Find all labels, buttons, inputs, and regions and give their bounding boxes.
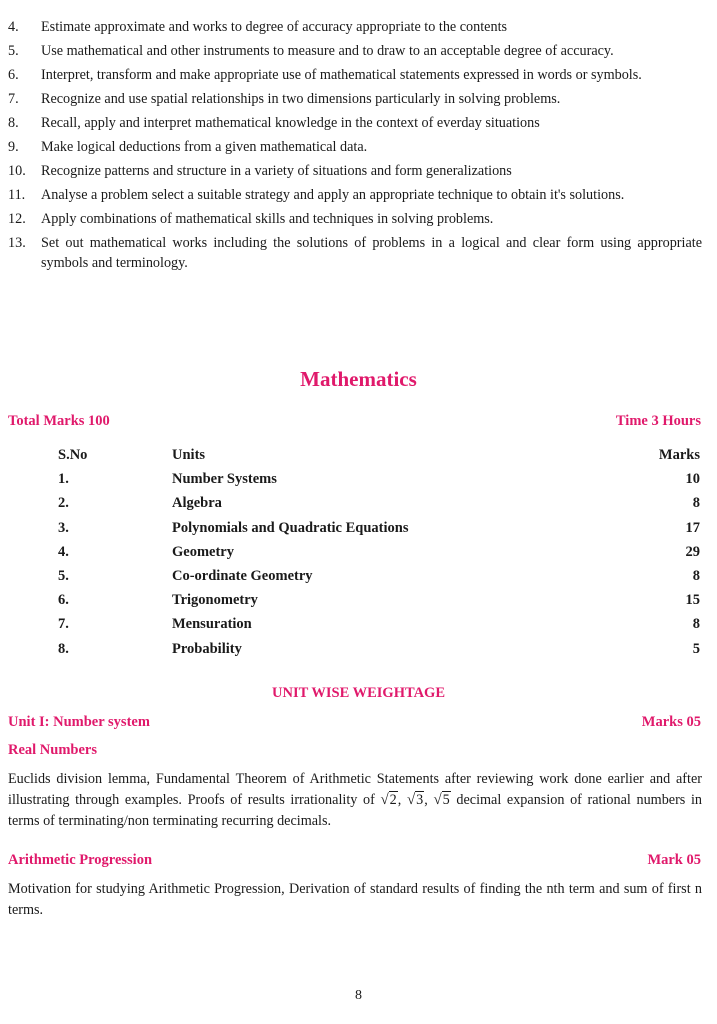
table-row: [58, 568, 700, 592]
item-number: 4.: [8, 19, 19, 35]
item-number: 6.: [8, 67, 19, 83]
radicand: 5: [442, 792, 450, 808]
item-number: 13.: [8, 235, 26, 251]
unit1-title: Unit I: Number system: [8, 714, 150, 730]
item-number: 11.: [8, 187, 26, 203]
cell-sno: 6.: [58, 592, 69, 609]
item-text: Make logical deductions from a given mathematical data.: [41, 139, 368, 155]
sqrt-5: [433, 790, 450, 811]
item-text: Estimate approximate and works to degree of accuracy appropriate to the contents: [41, 19, 508, 35]
cell-sno: 2.: [58, 495, 69, 512]
item-text: Recall, apply and interpret mathematical knowledge in the context of everday situations: [41, 115, 540, 131]
cell-sno: 3.: [58, 519, 69, 536]
total-marks: Total Marks 100: [8, 413, 110, 429]
table-row: [58, 520, 700, 544]
radical-symbol: √: [380, 792, 389, 808]
arithmetic-progression-heading: Arithmetic Progression: [8, 852, 153, 868]
table-row: [58, 592, 700, 616]
cell-unit: Probability: [172, 640, 242, 657]
item-text: Interpret, transform and make appropriate use of mathematical statements expressed in words or symbols.: [41, 67, 642, 83]
list-item: [8, 42, 702, 62]
header-marks: Marks: [658, 447, 700, 463]
list-item: [8, 210, 702, 230]
objectives-list: [8, 18, 702, 278]
units-table: [58, 447, 700, 665]
sqrt-2: [380, 790, 397, 811]
page-number: 8: [355, 988, 362, 1003]
list-item: [8, 114, 702, 134]
table-row: [58, 471, 700, 495]
unit1-marks: Marks 05: [641, 714, 701, 730]
cell-sno: 1.: [58, 471, 69, 488]
cell-unit: Mensuration: [172, 616, 252, 633]
cell-marks: 8: [692, 567, 700, 584]
cell-sno: 8.: [58, 640, 69, 657]
radicand: 3: [416, 792, 424, 808]
cell-marks: 17: [685, 519, 700, 536]
cell-unit: Trigonometry: [172, 592, 258, 609]
cell-sno: 4.: [58, 543, 69, 560]
real-numbers-text-end: decimal expansion of rational numbers in terms of terminating/non terminating recurring decimals.: [8, 792, 702, 829]
radical-symbol: √: [406, 792, 416, 808]
cell-sno: 5.: [58, 567, 69, 584]
item-text: Use mathematical and other instruments to measure and to draw to an acceptable degree of accuracy.: [41, 43, 614, 59]
cell-marks: 5: [692, 640, 700, 657]
cell-sno: 7.: [58, 616, 69, 633]
sqrt-3: [407, 790, 424, 811]
cell-marks: 8: [692, 616, 700, 633]
list-item: [8, 90, 702, 110]
cell-marks: 15: [685, 592, 700, 609]
cell-marks: 29: [685, 543, 700, 560]
cell-marks: 8: [692, 495, 700, 512]
item-number: 10.: [8, 163, 26, 179]
arithmetic-progression-marks: Mark 05: [647, 852, 701, 868]
table-row: [58, 544, 700, 568]
cell-unit: Algebra: [172, 495, 222, 512]
item-number: 7.: [8, 91, 19, 107]
list-item: [8, 162, 702, 182]
page-title: Mathematics: [300, 367, 417, 391]
item-text: Apply combinations of mathematical skills and techniques in solving problems.: [41, 211, 494, 227]
item-text: Recognize and use spatial relationships in two dimensions particularly in solving problems.: [41, 91, 561, 107]
unit-wise-weightage-heading: UNIT WISE WEIGHTAGE: [272, 685, 445, 701]
item-number: 5.: [8, 43, 19, 59]
cell-unit: Number Systems: [172, 471, 277, 488]
item-number: 12.: [8, 211, 26, 227]
list-item: [8, 234, 702, 273]
table-header-row: [58, 447, 700, 471]
cell-unit: Polynomials and Quadratic Equations: [172, 519, 409, 536]
list-item: [8, 18, 702, 38]
list-item: [8, 186, 702, 206]
item-number: 9.: [8, 139, 19, 155]
item-text: Analyse a problem select a suitable strategy and apply an appropriate technique to obtain it's solutions.: [41, 187, 625, 203]
table-row: [58, 616, 700, 640]
table-row: [58, 495, 700, 519]
cell-unit: Co-ordinate Geometry: [172, 567, 313, 584]
list-item: [8, 138, 702, 158]
list-item: [8, 66, 702, 86]
item-text: Recognize patterns and structure in a variety of situations and form generalizations: [41, 163, 512, 179]
real-numbers-text-start: Euclids division lemma, Fundamental Theorem of Arithmetic Statements after reviewing work done earlier and after illustrating through examples. Proofs of results irrationality of: [8, 771, 702, 808]
exam-time: Time 3 Hours: [615, 413, 701, 429]
item-number: 8.: [8, 115, 19, 131]
header-sno: S.No: [58, 447, 88, 463]
item-text: Set out mathematical works including the solutions of problems in a logical and clear form using appropriate symbols and terminology.: [41, 235, 702, 271]
radicand: 2: [389, 792, 397, 808]
cell-unit: Geometry: [172, 543, 234, 560]
real-numbers-paragraph: Euclids division lemma, Fundamental Theorem of Arithmetic Statements after reviewing work done earlier and after illustrating through examples. Proofs of results irrationality of √2, √3, √5 decimal expansion of rational numbers in terms of terminating/non terminating recurring decimals.: [8, 771, 702, 829]
table-row: [58, 641, 700, 665]
real-numbers-heading: Real Numbers: [8, 742, 98, 758]
header-units: Units: [172, 447, 206, 463]
radical-symbol: √: [433, 792, 442, 808]
arithmetic-progression-paragraph: Motivation for studying Arithmetic Progression, Derivation of standard results of finding the nth term and sum of first n terms.: [8, 881, 702, 918]
cell-marks: 10: [685, 471, 700, 488]
